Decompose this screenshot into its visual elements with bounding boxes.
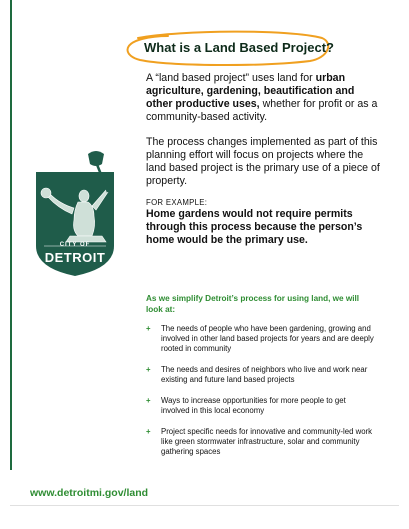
list-item <box>146 396 376 416</box>
website-link[interactable]: www.detroitmi.gov/land <box>30 487 149 499</box>
considerations-list <box>146 324 376 457</box>
bottom-divider <box>10 505 399 506</box>
intro-text-2: whether for profit or as a community-based activity. <box>146 98 378 123</box>
city-of-detroit-logo <box>22 150 128 278</box>
example-label: FOR EXAMPLE: <box>146 198 208 207</box>
intro-text-1: A “land based project” uses land for <box>146 72 316 84</box>
logo-city-of-text: CITY OF <box>59 242 91 248</box>
intro-paragraph <box>146 72 381 124</box>
list-item <box>146 324 376 354</box>
main-content <box>146 72 381 247</box>
process-paragraph: The process changes implemented as part of this planning effort will focus on projects where the land based project is the primary use of a piece of property. <box>146 136 380 187</box>
left-accent-bar <box>10 0 12 470</box>
example-text: Home gardens would not require permits through this process because the person’s home would be the primary use. <box>146 208 363 246</box>
plus-icon: + <box>146 324 151 333</box>
page-title: What is a Land Based Project? <box>144 40 334 55</box>
list-item-text: Project specific needs for innovative and community-led work like green stormwater infrastructure, solar and community gathering spaces <box>161 427 373 456</box>
list-item-text: Ways to increase opportunities for more people to get involved in this local economy <box>161 396 346 415</box>
list-item-text: The needs and desires of neighbors who live and work near existing and future land based projects <box>161 365 368 384</box>
intro-text-bold: urban agriculture, gardening, beautification and other productive uses, <box>146 72 355 110</box>
plus-icon: + <box>146 396 151 405</box>
simplify-heading: As we simplify Detroit’s process for using land, we will look at: <box>146 294 360 314</box>
logo-detroit-text: DETROIT <box>44 250 106 265</box>
plus-icon: + <box>146 427 151 436</box>
list-item <box>146 427 376 457</box>
title-block <box>120 30 332 66</box>
list-item-text: The needs of people who have been gardening, growing and involved in other land based projects for years and are deeply rooted in community <box>161 324 374 353</box>
plus-icon: + <box>146 365 151 374</box>
list-item <box>146 365 376 385</box>
